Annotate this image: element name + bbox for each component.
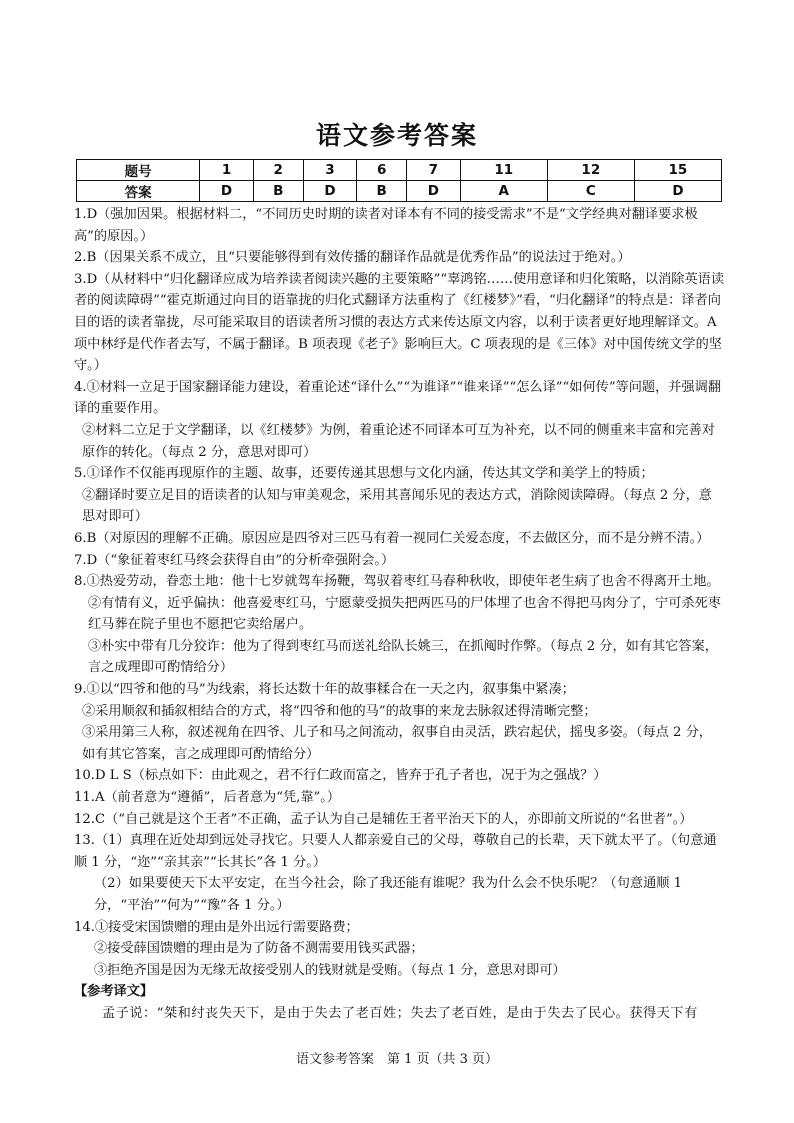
answer-letter: A [460, 181, 547, 202]
answer-paragraph: 9.①以“四爷和他的马”为线索，将长达数十年的故事糅合在一天之内，叙事集中紧凑； [74, 682, 575, 698]
answer-letter: B [253, 181, 303, 202]
answer-paragraph: 5.①译作不仅能再现原作的主题、故事，还要传递其思想与文化内涵，传达其文学和美学上的特质； [74, 466, 654, 482]
answer-paragraph: ③采用第三人称，叙述视角在四爷、儿子和马之间流动，叙事自由灵活，跌宕起伏，摇曳多姿。（每点 2 分，如有其它答案，言之成理即可酌情给分） [82, 725, 712, 762]
answer-paragraph: ③朴实中带有几分狡诈：他为了得到枣红马而送礼给队长姚三，在抓阄时作弊。（每点 2 分，如有其它答案，言之成理即可酌情给分） [88, 638, 718, 676]
answer-letter: D [634, 181, 721, 202]
answer-letter: D [200, 181, 254, 202]
reference-translation-text: 孟子说：“桀和纣丧失天下，是由于失去了老百姓；失去了老百姓，是由于失去了民心。获得天下有 [102, 1005, 698, 1021]
answer-table-answer-row [77, 181, 722, 202]
question-number: 1 [200, 160, 254, 181]
question-number: 11 [460, 160, 547, 181]
answer-letter: C [547, 181, 634, 202]
answer-paragraph: ②采用顺叙和插叙相结合的方式，将“四爷和他的马”的故事的来龙去脉叙述得清晰完整； [82, 703, 597, 719]
answer-paragraph: ②材料二立足于文学翻译，以《红楼梦》为例，着重论述不同译本可互为补充，以不同的侧重来丰富和完善对原作的转化。（每点 2 分，意思对即可） [82, 422, 715, 460]
answer-paragraph: 12.C（“自己就是这个王者”不正确，孟子认为自己是辅佐王者平治天下的人，亦即前文所说的“名世者”。） [74, 811, 693, 827]
answer-paragraph: 1.D（强加因果。根据材料二，“不同历史时期的读者对译本有不同的接受需求”不是“文学经典对翻译要求极高”的原因。） [74, 207, 698, 244]
answer-paragraph: 2.B（因果关系不成立，且“只要能够得到有效传播的翻译作品就是优秀作品”的说法过于绝对。） [74, 250, 631, 266]
answer-paragraph: ②翻译时要立足目的语读者的认知与审美观念，采用其喜闻乐见的表达方式，消除阅读障碍。（每点 2 分，意思对即可） [82, 487, 712, 525]
page-title: 语文参考答案 [315, 121, 478, 150]
answer-paragraph: ②有情有义，近乎偏执：他喜爱枣红马，宁愿蒙受损失把两匹马的尸体埋了也舍不得把马肉分了，宁可杀死枣红马葬在院子里也不愿把它卖给屠户。 [88, 595, 721, 633]
reference-translation-heading: 【参考译文】 [74, 984, 154, 1000]
question-number: 15 [634, 160, 721, 181]
answer-paragraph: ③拒绝齐国是因为无缘无故接受别人的钱财就是受贿。（每点 1 分，意思对即可） [94, 962, 566, 978]
answer-paragraph: 8.①热爱劳动，眷恋土地：他十七岁就驾车扬鞭，驾驭着枣红马春种秋收，即使年老生病了也舍不得离开土地。 [74, 574, 720, 590]
answer-letter: D [407, 181, 461, 202]
answer-paragraph: 10.D L S（标点如下：由此观之，君不行仁政而富之，皆弃于孔子者也，况于为之强战？） [74, 768, 607, 784]
answer-letter: B [357, 181, 407, 202]
answer-paragraph: 11.A（前者意为“遵循”，后者意为“凭,靠”。） [74, 790, 341, 806]
table-header-number: 题号 [77, 160, 200, 181]
answer-paragraph: 3.D（从材料中“归化翻译应成为培养读者阅读兴趣的主要策略”“辜鸿铭……使用意译和归化策略，以消除英语读者的阅读障碍”“霍克斯通过向目的语靠拢的归化式翻译方法重构了《红楼梦》”看，“归化翻译”的特点是：译者向目的语的读者靠拢，尽可能采取目的语读者所习惯的表达方式来传达原文内容，以利于读者更好地理解译文。A 项中林纾是代作者去写，不属于翻译。B 项表现《老子》影响巨大。C 项表现的是《三体》对中国传统文学的坚守。） [74, 271, 725, 374]
answer-paragraph: 14.①接受宋国馈赠的理由是外出远行需要路费； [74, 919, 359, 935]
question-number: 3 [303, 160, 357, 181]
answer-table [76, 159, 722, 202]
table-header-answer: 答案 [77, 181, 200, 202]
answer-paragraph: 6.B（对原因的理解不正确。原因应是四爷对三匹马有着一视同仁关爱态度，不去做区分，而不是分辨不清。） [74, 530, 710, 546]
answer-explanations [74, 204, 724, 1025]
answer-paragraph: （2）如果要使天下太平安定，在当今社会，除了我还能有谁呢？我为什么会不快乐呢？（句意通顺 1 分，“平治”“何为”“豫”各 1 分。） [94, 876, 683, 913]
question-number: 12 [547, 160, 634, 181]
page-footer: 语文参考答案 第 1 页（共 3 页） [295, 1052, 499, 1067]
question-number: 7 [407, 160, 461, 181]
question-number: 6 [357, 160, 407, 181]
answer-letter: D [303, 181, 357, 202]
answer-paragraph: ②接受薛国馈赠的理由是为了防备不测需要用钱买武器； [94, 941, 424, 957]
question-number: 2 [253, 160, 303, 181]
answer-table-number-row [77, 160, 722, 181]
answer-paragraph: 13.（1）真理在近处却到远处寻找它。只要人人都亲爱自己的父母，尊敬自己的长辈，天下就太平了。（句意通顺 1 分，“迩”“亲其亲”“长其长”各 1 分。） [74, 833, 717, 870]
answer-paragraph: 7.D（“象征着枣红马终会获得自由”的分析牵强附会。） [74, 552, 395, 568]
answer-paragraph: 4.①材料一立足于国家翻译能力建设，着重论述“译什么”“为谁译”“谁来译”“怎么译”“如何传”等问题，并强调翻译的重要作用。 [74, 379, 722, 417]
